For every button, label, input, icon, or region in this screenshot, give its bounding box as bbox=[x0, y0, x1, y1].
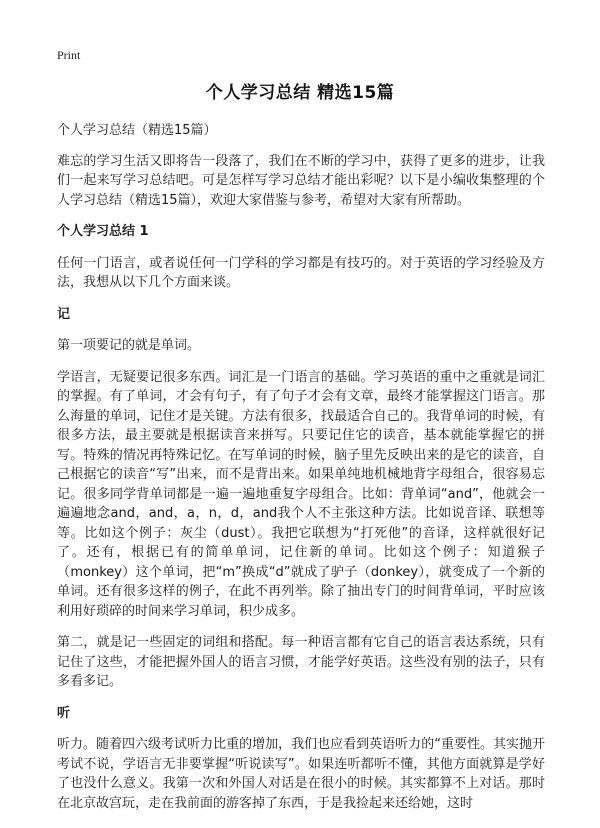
ji-paragraph-2: 学语言，无疑要记很多东西。词汇是一门语言的基础。学习英语的重中之重就是词汇的掌握。有了单词，才会有句子，有了句子才会有文章，最终才能掌握这门语言。那么海量的单词，记住才是关键。方法有很多，找最适合自己的。我背单词的时候，有很多方法，最主要就是根据读音来拼写。只要记住它的读音，基本就能掌握它的拼写。特殊的情况再特殊记忆。在写单词的时候，脑子里先反映出来的是它的读音，自己根据它的读音“写”出来，而不是背出来。如果单纯地机械地背字母组合，很容易忘记。很多同学背单词都是一遍一遍地重复字母组合。比如：背单词“and”，他就会一遍遍地念and，and，a，n，d，and我个人不主张这种方法。比如说音译、联想等等。比如这个例子：灰尘（dust）。我把它联想为“打死他”的音译，这样就很好记了。还有，根据已有的简单单词，记住新的单词。比如这个例子：知道猴子（monkey）这个单词，把“m”换成“d”就成了驴子（donkey），就变成了一个新的单词。还有很多这样的例子，在此不再列举。除了抽出专门的时间背单词，平时应该利用好琐碎的时间来学习单词，积少成多。 bbox=[57, 369, 545, 619]
ji-paragraph-1: 第一项要记的就是单词。 bbox=[57, 338, 201, 353]
article-body bbox=[57, 121, 545, 825]
page-title: 个人学习总结 精选15篇 bbox=[205, 83, 395, 103]
ji-paragraph-3: 第二，就是记一些固定的词组和搭配。每一种语言都有它自己的语言表达系统，只有记住了这些，才能把握外国人的语言习惯，才能学好英语。这些没有别的法子，只有多看多记。 bbox=[57, 635, 545, 689]
article-subtitle: 个人学习总结（精选15篇） bbox=[57, 123, 217, 138]
heading-ji: 记 bbox=[57, 306, 71, 322]
section1-paragraph: 任何一门语言，或者说任何一门学科的学习都是有技巧的。对于英语的学习经验及方法，我想从以下几个方面来谈。 bbox=[57, 255, 545, 290]
intro-paragraph: 难忘的学习生活又即将告一段落了，我们在不断的学习中，获得了更多的进步，让我们一起来写学习总结吧。可是怎样写学习总结才能出彩呢？以下是小编收集整理的个人学习总结（精选15篇），欢迎大家借鉴与参考，希望对大家有所帮助。 bbox=[57, 153, 545, 208]
section-heading-1: 个人学习总结 1 bbox=[57, 224, 149, 239]
heading-ting: 听 bbox=[57, 705, 71, 721]
print-link[interactable]: Print bbox=[57, 48, 81, 62]
ting-paragraph-1: 听力。随着四六级考试听力比重的增加，我们也应看到英语听力的“重要性。其实抛开考试不说，学语言无非要掌握“听说读写”。如果连听都听不懂，其他方面就算是学好了也没什么意义。我第一次和外国人对话是在很小的时候。其实都算不上对话。那时在北京故宫玩，走在我前面的游客掉了东西，于是我捡起来还给她，这时 bbox=[57, 737, 545, 811]
